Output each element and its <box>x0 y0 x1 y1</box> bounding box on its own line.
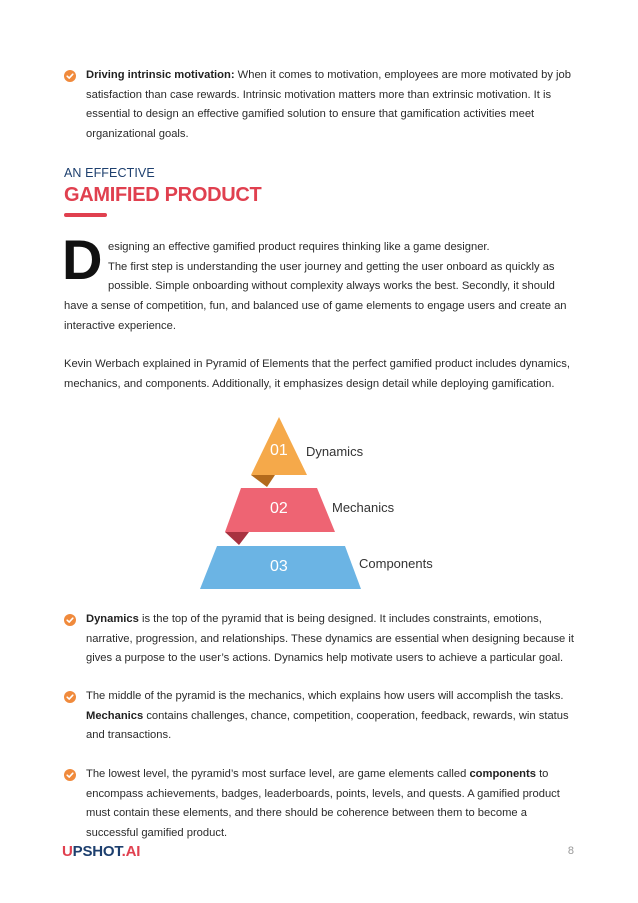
pyramid-number-03: 03 <box>270 558 288 575</box>
pyramid-fold-mechanics <box>225 532 249 545</box>
pyramid-label-components: Components <box>359 556 433 571</box>
pyramid-number-02: 02 <box>270 500 288 517</box>
drop-cap: D <box>62 228 103 291</box>
bullet-intrinsic-motivation <box>64 66 576 144</box>
pyramid-label-mechanics: Mechanics <box>332 500 395 515</box>
bullet-text: Driving intrinsic motivation: When it comes to motivation, employees are more motivated by job satisfaction than case rewards. Intrinsic motivation matters more than extrinsic motivation. It is essential to design an effective gamified solution to ensure that gamification activities meet organizational goals. <box>86 69 571 140</box>
heading-underline <box>64 213 107 217</box>
pyramid-fold-dynamics <box>251 475 275 487</box>
bullet-mechanics <box>64 687 576 746</box>
check-circle-icon <box>64 769 76 781</box>
bullet-dynamics <box>64 610 576 669</box>
bullet-components <box>64 765 576 843</box>
bullet-text: Dynamics is the top of the pyramid that is being designed. It includes constraints, emotions, narrative, progression, and relationships. These dynamics are essential when designing because it gives a purpose to the user’s actions. Dynamics help motivate users to achieve a particular goal. <box>86 613 574 665</box>
section-kicker: AN EFFECTIVE <box>64 166 155 180</box>
section-heading: GAMIFIED PRODUCT <box>64 184 262 206</box>
pyramid-intro-paragraph: Kevin Werbach explained in Pyramid of Elements that the perfect gamified product includes dynamics, mechanics, and components. Additionally, it emphasizes design detail while deploying gamification. <box>64 358 570 390</box>
intro-line-2: The first step is understanding the user journey and getting the user onboard as quickly as <box>108 261 555 273</box>
pyramid-label-dynamics: Dynamics <box>306 444 364 459</box>
check-circle-icon <box>64 614 76 626</box>
upshot-logo: UPSHOT.AI <box>62 843 141 860</box>
page-number: 8 <box>567 845 574 857</box>
check-circle-icon <box>64 691 76 703</box>
intro-paragraph-rest: have a sense of competition, fun, and balanced use of game elements to engage users and create an interactive experience. <box>64 300 567 332</box>
check-circle-icon <box>64 70 76 82</box>
intro-line-1: esigning an effective gamified product requires thinking like a game designer. <box>108 241 490 253</box>
bullet-text: The middle of the pyramid is the mechanics, which explains how users will accomplish the tasks. Mechanics contains challenges, chance, competition, cooperation, feedback, rewards, win status and transactions. <box>86 690 569 742</box>
bullet-text: The lowest level, the pyramid’s most surface level, are game elements called components to encompass achievements, badges, leaderboards, points, levels, and quests. A gamified product must contain these elements, and there should be coherence between them to become a successful gamified product. <box>86 768 560 839</box>
intro-line-3: possible. Simple onboarding without complexity always works the best. Secondly, it should <box>108 280 555 292</box>
pyramid-number-01: 01 <box>270 442 288 459</box>
